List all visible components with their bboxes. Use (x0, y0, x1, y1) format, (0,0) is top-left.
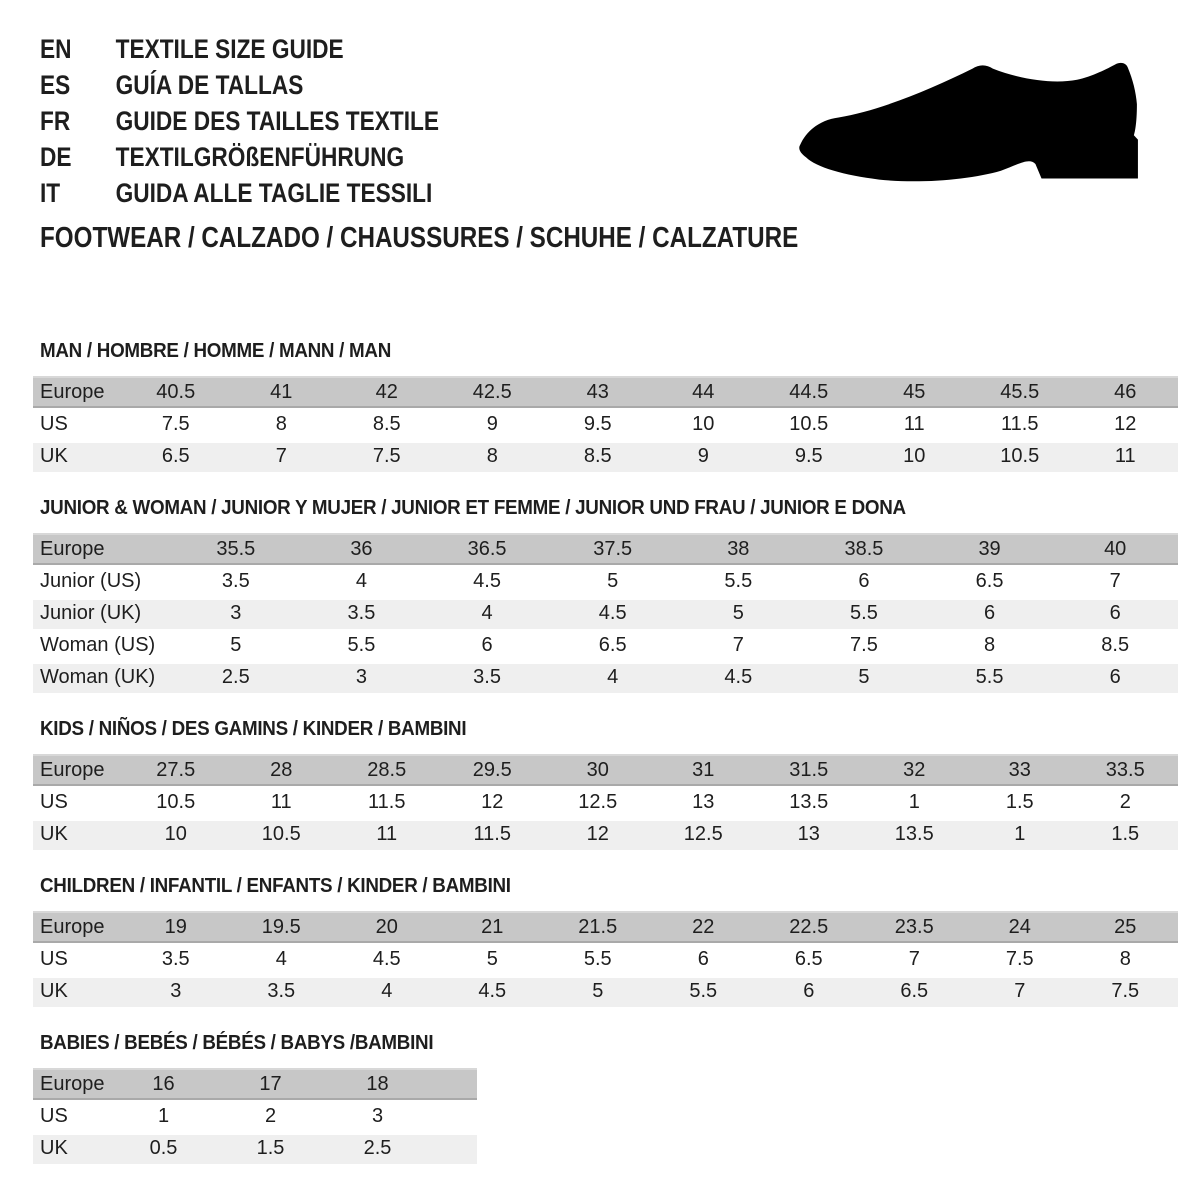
size-cell: 5.5 (689, 980, 718, 1002)
size-cell: 33.5 (1105, 759, 1145, 781)
table-row (33, 376, 1178, 408)
size-cell: 10 (164, 823, 187, 845)
size-cell: 1.5 (1005, 791, 1034, 813)
size-cell: 12 (586, 823, 609, 845)
size-cell: 6.5 (598, 634, 627, 656)
size-cell: 42 (375, 381, 398, 403)
size-cell: 6.5 (975, 570, 1004, 592)
size-cell: 39 (978, 538, 1001, 560)
size-cell: 31 (692, 759, 715, 781)
table-row (33, 786, 1178, 818)
language-code: DE (40, 142, 72, 172)
row-label: US (40, 791, 68, 813)
size-cell: 7.5 (1111, 980, 1140, 1002)
section-man (33, 341, 1178, 472)
size-cell: 5.5 (724, 570, 753, 592)
size-cell: 11.5 (473, 823, 511, 845)
row-label: UK (40, 980, 68, 1002)
size-cell: 6 (803, 980, 815, 1002)
size-cell: 30 (586, 759, 609, 781)
size-cell: 7.5 (1005, 948, 1034, 970)
language-code: IT (40, 178, 61, 208)
size-cell: 9.5 (583, 413, 612, 435)
table-row (33, 818, 1178, 850)
size-cell: 22 (692, 916, 715, 938)
size-cell: 3.5 (473, 666, 501, 688)
size-cell: 5 (230, 634, 242, 656)
table-row (33, 408, 1178, 440)
size-cell: 5.5 (583, 948, 612, 970)
size-cell: 9 (486, 413, 498, 435)
size-cell: 21 (481, 916, 504, 938)
table-row (33, 754, 1178, 786)
table-row (33, 943, 1178, 975)
size-cell: 6 (1109, 666, 1121, 688)
row-label: US (40, 948, 68, 970)
size-cell: 5.5 (850, 602, 878, 624)
section-title: KIDS / NIÑOS / DES GAMINS / KINDER / BAMBINI (40, 718, 467, 740)
shoe-icon (798, 62, 1143, 184)
row-label: US (40, 413, 68, 435)
size-cell: 7.5 (372, 445, 401, 467)
size-cell: 19 (164, 916, 187, 938)
size-cell: 33 (1008, 759, 1031, 781)
size-cell: 10 (692, 413, 715, 435)
size-cell: 43 (586, 381, 609, 403)
table-row (33, 565, 1178, 597)
size-sections (33, 341, 1178, 1190)
table-row (33, 661, 1178, 693)
size-cell: 23.5 (894, 916, 934, 938)
table-row (33, 629, 1178, 661)
size-cell: 28.5 (367, 759, 407, 781)
size-cell: 2 (264, 1105, 277, 1127)
size-cell: 5.5 (347, 634, 376, 656)
size-cell: 4 (275, 948, 287, 970)
size-table-man (33, 376, 1178, 472)
size-table-kids (33, 754, 1178, 850)
size-cell: 3 (170, 980, 182, 1002)
size-cell: 10.5 (1000, 445, 1040, 467)
size-cell: 6 (1109, 602, 1121, 624)
size-cell: 4 (481, 602, 493, 624)
size-cell: 7 (1014, 980, 1026, 1002)
row-label: UK (40, 445, 68, 467)
language-title: TEXTILE SIZE GUIDE (115, 34, 344, 64)
size-cell: 3 (371, 1105, 384, 1127)
size-cell: 5.5 (975, 666, 1004, 688)
size-cell: 9 (697, 445, 709, 467)
size-cell: 35.5 (216, 538, 256, 560)
size-cell: 7 (1109, 570, 1121, 592)
section-title: CHILDREN / INFANTIL / ENFANTS / KINDER / BAMBINI (40, 875, 511, 897)
size-cell: 8 (486, 445, 498, 467)
size-cell: 40.5 (156, 381, 196, 403)
table-row (33, 533, 1178, 565)
section-children (33, 876, 1178, 1007)
size-table-junior-woman (33, 533, 1178, 693)
size-cell: 1.5 (1111, 823, 1140, 845)
size-cell: 18 (366, 1073, 389, 1095)
section-junior-woman (33, 498, 1178, 693)
section-title: JUNIOR & WOMAN / JUNIOR Y MUJER / JUNIOR ET FEMME / JUNIOR UND FRAU / JUNIOR E DONA (40, 497, 906, 519)
size-cell: 4 (381, 980, 393, 1002)
size-cell: 13.5 (894, 823, 934, 845)
table-row (33, 975, 1178, 1007)
size-cell: 44.5 (789, 381, 829, 403)
size-cell: 6.5 (900, 980, 929, 1002)
size-cell: 1 (908, 791, 920, 813)
size-cell: 38.5 (844, 538, 884, 560)
size-cell: 11 (270, 791, 292, 813)
size-cell: 2.5 (363, 1137, 392, 1159)
size-cell: 6 (481, 634, 493, 656)
size-cell: 3.5 (347, 602, 376, 624)
row-label: Europe (40, 759, 105, 781)
size-cell: 11.5 (1001, 413, 1039, 435)
size-cell: 8.5 (372, 413, 401, 435)
language-title-list (40, 34, 515, 214)
table-row (33, 911, 1178, 943)
table-row (33, 440, 1178, 472)
size-cell: 36.5 (467, 538, 507, 560)
size-cell: 5 (732, 602, 744, 624)
category-heading: FOOTWEAR / CALZADO / CHAUSSURES / SCHUHE / CALZATURE (40, 222, 799, 254)
size-cell: 8.5 (583, 445, 612, 467)
size-cell: 41 (270, 381, 293, 403)
row-label: Europe (40, 538, 105, 560)
size-cell: 5 (486, 948, 498, 970)
size-cell: 0.5 (149, 1137, 178, 1159)
size-cell: 13 (797, 823, 820, 845)
language-row-de (40, 142, 439, 173)
size-cell: 7 (275, 445, 287, 467)
size-cell: 6 (858, 570, 870, 592)
row-label: US (40, 1105, 68, 1127)
size-cell: 2 (1119, 791, 1131, 813)
size-cell: 45.5 (1000, 381, 1040, 403)
row-label: UK (40, 823, 68, 845)
size-cell: 42.5 (472, 381, 512, 403)
section-babies (33, 1033, 1178, 1164)
size-cell: 11 (376, 823, 398, 845)
size-cell: 5 (858, 666, 870, 688)
size-cell: 3.5 (267, 980, 296, 1002)
size-cell: 10.5 (789, 413, 829, 435)
size-cell: 38 (727, 538, 750, 560)
table-row (33, 597, 1178, 629)
size-cell: 16 (152, 1073, 175, 1095)
language-row-it (40, 178, 439, 209)
size-cell: 10.5 (156, 791, 196, 813)
row-label: Europe (40, 381, 105, 403)
size-cell: 31.5 (789, 759, 829, 781)
size-table-children (33, 911, 1178, 1007)
size-cell: 7.5 (850, 634, 878, 656)
size-cell: 8 (984, 634, 996, 656)
size-cell: 11 (903, 413, 925, 435)
size-cell: 3.5 (221, 570, 250, 592)
language-row-en (40, 34, 439, 65)
row-label: Junior (US) (40, 570, 142, 592)
row-label: Woman (UK) (40, 666, 156, 688)
size-cell: 3.5 (161, 948, 190, 970)
size-cell: 3 (230, 602, 242, 624)
size-cell: 5 (592, 980, 604, 1002)
size-cell: 7 (908, 948, 920, 970)
size-cell: 28 (270, 759, 293, 781)
language-row-es (40, 70, 439, 101)
language-title: TEXTILGRÖßENFÜHRUNG (115, 142, 405, 172)
size-table-babies (33, 1068, 477, 1164)
section-title: MAN / HOMBRE / HOMME / MANN / MAN (40, 340, 392, 362)
language-code: ES (40, 70, 71, 100)
size-cell: 13.5 (789, 791, 829, 813)
size-cell: 20 (375, 916, 398, 938)
size-cell: 29.5 (472, 759, 512, 781)
size-cell: 7.5 (161, 413, 190, 435)
size-cell: 10 (903, 445, 926, 467)
size-cell: 10.5 (261, 823, 301, 845)
size-cell: 22.5 (789, 916, 829, 938)
size-cell: 17 (259, 1073, 282, 1095)
size-cell: 27.5 (156, 759, 196, 781)
language-code: FR (40, 106, 71, 136)
size-cell: 1 (1014, 823, 1026, 845)
size-cell: 3 (355, 666, 367, 688)
size-cell: 24 (1008, 916, 1031, 938)
size-cell: 8.5 (1101, 634, 1130, 656)
size-cell: 11.5 (368, 791, 406, 813)
language-title: GUIDA ALLE TAGLIE TESSILI (115, 178, 433, 208)
size-cell: 2.5 (221, 666, 250, 688)
size-cell: 11 (1114, 445, 1136, 467)
table-row (33, 1068, 477, 1100)
size-cell: 36 (350, 538, 373, 560)
size-cell: 8 (1119, 948, 1131, 970)
size-cell: 1 (157, 1105, 170, 1127)
size-cell: 19.5 (261, 916, 301, 938)
row-label: Europe (40, 1073, 105, 1095)
table-row (33, 1132, 477, 1164)
language-title: GUÍA DE TALLAS (115, 70, 304, 100)
size-cell: 1.5 (256, 1137, 285, 1159)
size-cell: 4.5 (478, 980, 507, 1002)
size-cell: 12 (481, 791, 504, 813)
size-cell: 4.5 (473, 570, 501, 592)
size-cell: 8 (275, 413, 287, 435)
size-cell: 4.5 (724, 666, 753, 688)
size-cell: 32 (903, 759, 926, 781)
size-cell: 6.5 (161, 445, 190, 467)
size-cell: 37.5 (593, 538, 633, 560)
row-label: UK (40, 1137, 68, 1159)
size-cell: 6 (697, 948, 709, 970)
size-cell: 45 (903, 381, 926, 403)
size-cell: 9.5 (794, 445, 823, 467)
size-cell: 4.5 (598, 602, 627, 624)
size-cell: 4.5 (372, 948, 401, 970)
size-cell: 12 (1114, 413, 1137, 435)
size-cell: 6.5 (794, 948, 823, 970)
size-cell: 13 (692, 791, 715, 813)
size-cell: 44 (692, 381, 715, 403)
row-label: Junior (UK) (40, 602, 142, 624)
section-kids (33, 719, 1178, 850)
language-row-fr (40, 106, 439, 137)
size-cell: 7 (732, 634, 744, 656)
size-cell: 21.5 (578, 916, 618, 938)
size-cell: 5 (607, 570, 619, 592)
size-cell: 40 (1104, 538, 1127, 560)
size-cell: 4 (607, 666, 619, 688)
section-title: BABIES / BEBÉS / BÉBÉS / BABYS /BAMBINI (40, 1032, 434, 1054)
size-cell: 25 (1114, 916, 1137, 938)
size-cell: 6 (984, 602, 996, 624)
size-cell: 4 (355, 570, 367, 592)
row-label: Woman (US) (40, 634, 156, 656)
size-cell: 12.5 (683, 823, 723, 845)
size-cell: 12.5 (578, 791, 618, 813)
table-row (33, 1100, 477, 1132)
row-label: Europe (40, 916, 105, 938)
language-title: GUIDE DES TAILLES TEXTILE (115, 106, 440, 136)
size-cell: 46 (1114, 381, 1137, 403)
language-code: EN (40, 34, 72, 64)
